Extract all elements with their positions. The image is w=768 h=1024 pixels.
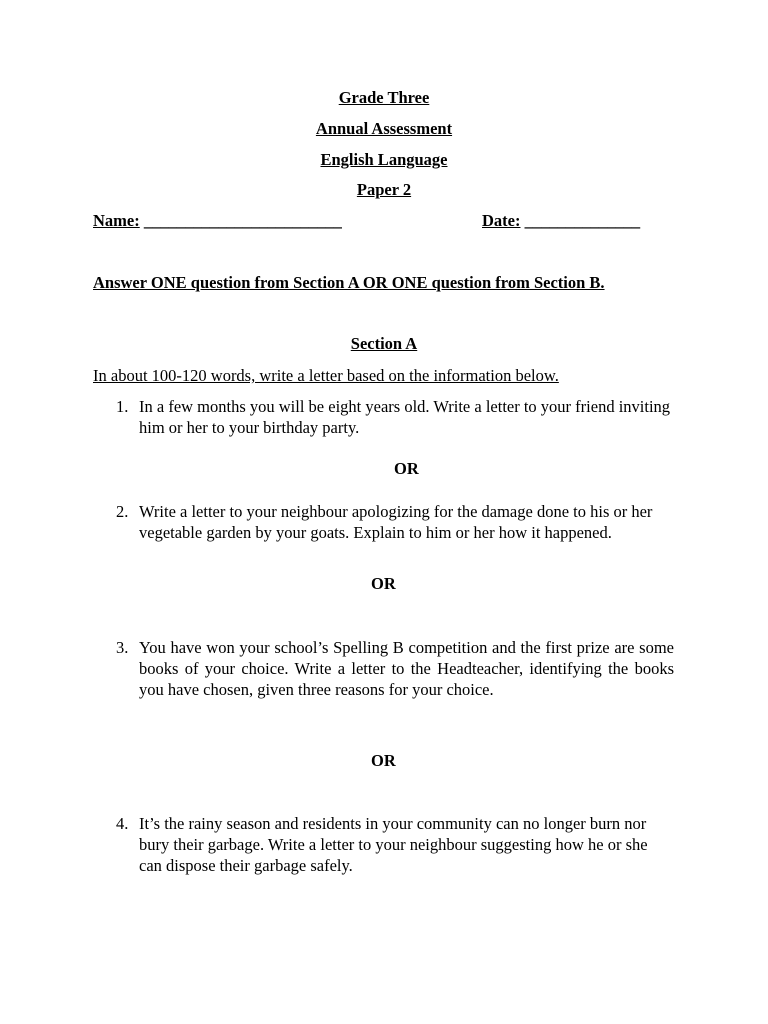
- or-divider: OR: [371, 574, 396, 593]
- section-a-prompt: In about 100-120 words, write a letter based on the information below.: [93, 366, 559, 385]
- grade-heading: Grade Three: [338, 88, 430, 107]
- name-blank: ________________________: [143, 211, 342, 230]
- subject-heading: English Language: [320, 150, 448, 169]
- paper-heading: Paper 2: [356, 180, 412, 199]
- question-number: 2.: [116, 502, 129, 521]
- question-number: 1.: [116, 397, 129, 416]
- question-text: In a few months you will be eight years old. Write a letter to your friend inviting him or her to your birthday party.: [139, 397, 671, 437]
- date-field: [482, 211, 640, 231]
- or-divider: OR: [394, 459, 419, 478]
- assessment-heading: Annual Assessment: [315, 119, 453, 138]
- question-number: 4.: [116, 814, 129, 833]
- date-label: Date:: [482, 211, 521, 230]
- name-label: Name:: [93, 211, 140, 230]
- question-number: 3.: [116, 638, 129, 657]
- or-divider: OR: [371, 751, 396, 770]
- instruction: Answer ONE question from Section A OR ONE question from Section B.: [93, 273, 605, 292]
- question-text: You have won your school’s Spelling B competition and the first prize are some books of your choice. Write a letter to the Headteacher, identifying the books you have chosen, given three reasons for your choice.: [139, 638, 674, 699]
- question-text: Write a letter to your neighbour apologizing for the damage done to his or her vegetable garden by your goats. Explain to him or her how it happened.: [139, 502, 653, 542]
- question-text: It’s the rainy season and residents in your community can no longer burn nor bury their garbage. Write a letter to your neighbour suggesting how he or she can dispose their garbage safely.: [139, 814, 648, 875]
- section-a-title: Section A: [350, 334, 418, 353]
- name-field: [93, 211, 342, 231]
- date-blank: ______________: [524, 211, 641, 230]
